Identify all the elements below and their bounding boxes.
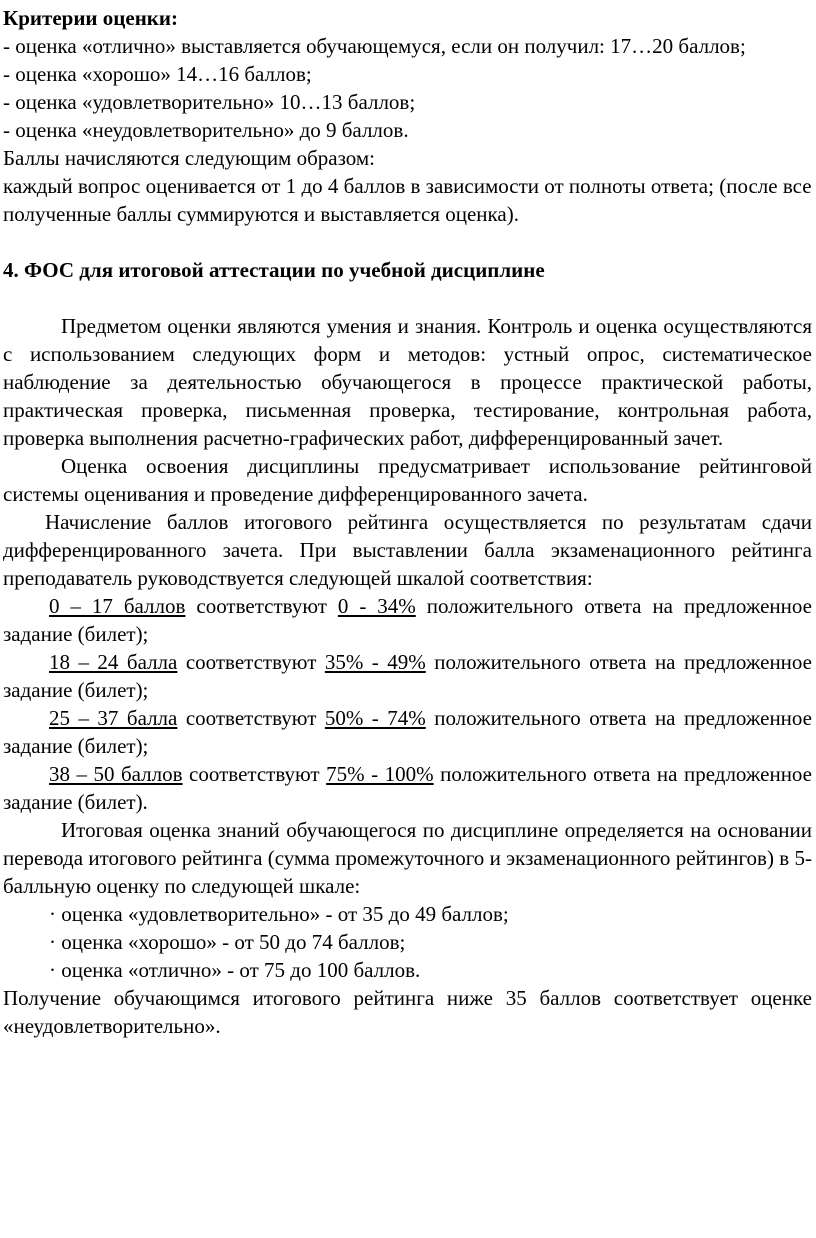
criteria-line-good: - оценка «хорошо» 14…16 баллов; — [3, 62, 312, 86]
scale-tail: положительного ответа на предложенное задание (билет); — [3, 706, 812, 758]
scale-row — [3, 760, 812, 816]
assessment-methods-paragraph: Предметом оценки являются умения и знания. Контроль и оценка осуществляются с использованием следующих форм и методов: устный опрос, систематическое наблюдение за деятельностью обучающегося в процессе практической работы, практическая проверка, письменная проверка, тестирование, контрольная работа, проверка выполнения расчетно-графических работ, дифференцированный зачет. — [3, 314, 812, 450]
scale-points: 18 – 24 балла — [49, 650, 178, 674]
rating-scale-intro-paragraph: Начисление баллов итогового рейтинга осуществляется по результатам сдачи дифференцированного зачета. При выставлении балла экзаменационного рейтинга преподаватель руководствуется следующей шкалой соответствия: — [3, 510, 812, 590]
scale-row — [3, 704, 812, 760]
scale-tail: положительного ответа на предложенное задание (билет). — [3, 762, 813, 814]
criteria-line-satisfactory: - оценка «удовлетворительно» 10…13 баллов; — [3, 90, 416, 114]
scale-percent: 75% - 100% — [326, 762, 434, 786]
grade-item-good: · оценка «хорошо» - от 50 до 74 баллов; — [49, 930, 406, 954]
scale-connector: соответствуют — [182, 762, 327, 786]
scale-tail: положительного ответа на предложенное задание (билет); — [3, 650, 812, 702]
scale-row — [3, 592, 812, 648]
scale-percent: 50% - 74% — [324, 706, 426, 730]
scale-points: 25 – 37 балла — [49, 706, 178, 730]
low-rating-paragraph: Получение обучающимся итогового рейтинга ниже 35 баллов соответствует оценке «неудовлетворительно». — [3, 986, 812, 1038]
blank-line — [3, 284, 812, 312]
scale-percent: 35% - 49% — [324, 650, 426, 674]
scale-percent: 0 - 34% — [337, 594, 416, 618]
criteria-points-intro: Баллы начисляются следующим образом: — [3, 146, 376, 170]
criteria-line-unsatisfactory: - оценка «неудовлетворительно» до 9 баллов. — [3, 118, 409, 142]
scale-tail: положительного ответа на предложенное задание (билет); — [3, 594, 812, 646]
scale-connector: соответствуют — [185, 594, 338, 618]
criteria-line-excellent: - оценка «отлично» выставляется обучающемуся, если он получил: 17…20 баллов; — [3, 34, 746, 58]
rating-system-paragraph: Оценка освоения дисциплины предусматривает использование рейтинговой системы оценивания и проведение дифференцированного зачета. — [3, 454, 812, 506]
criteria-points-rule: каждый вопрос оценивается от 1 до 4 баллов в зависимости от полноты ответа; (после все полученные баллы суммируются и выставляется оценка). — [3, 174, 812, 226]
grade-item-excellent: · оценка «отлично» - от 75 до 100 баллов. — [49, 958, 421, 982]
criteria-title: Критерии оценки: — [3, 6, 178, 30]
scale-row — [3, 648, 812, 704]
scale-points: 0 – 17 баллов — [49, 594, 186, 618]
final-grade-paragraph: Итоговая оценка знаний обучающегося по дисциплине определяется на основании перевода итогового рейтинга (сумма промежуточного и экзаменационного рейтингов) в 5-балльную оценку по следующей шкале: — [3, 818, 812, 898]
section-heading: 4. ФОС для итоговой аттестации по учебной дисциплине — [3, 258, 545, 282]
scale-connector: соответствуют — [177, 706, 325, 730]
grade-item-satisfactory: · оценка «удовлетворительно» - от 35 до 49 баллов; — [49, 902, 509, 926]
scale-points: 38 – 50 баллов — [49, 762, 183, 786]
scale-connector: соответствуют — [177, 650, 325, 674]
